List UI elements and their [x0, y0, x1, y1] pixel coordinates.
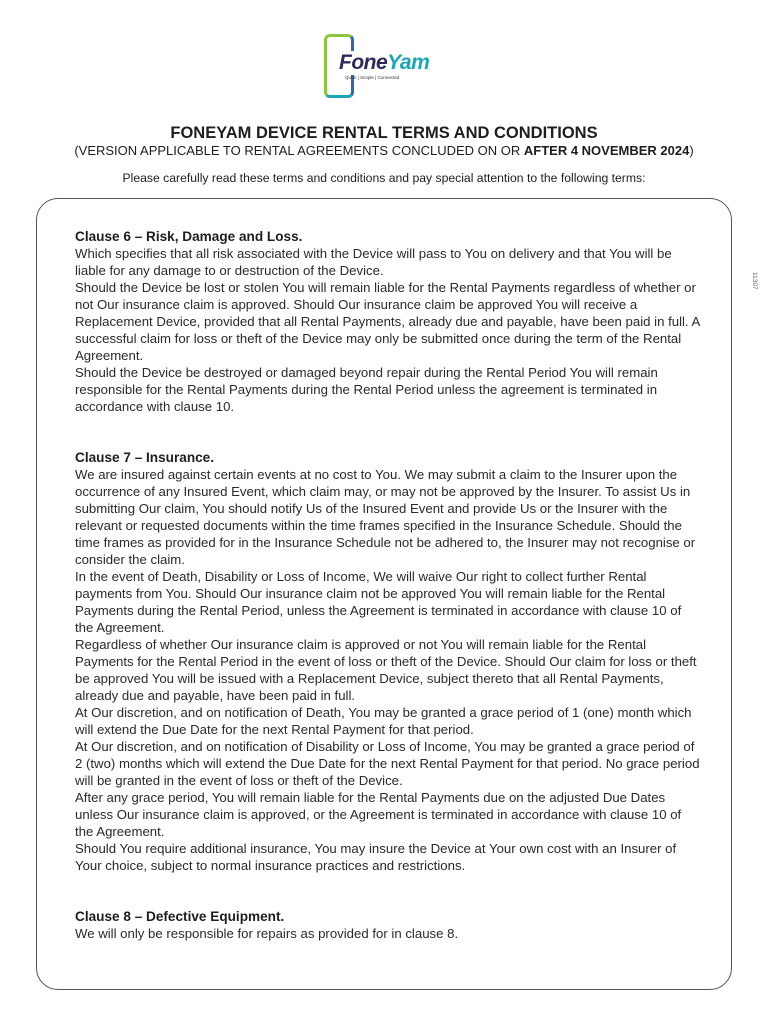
clause-paragraph: Should the Device be destroyed or damaged beyond repair during the Rental Period You will remain responsible for the Rental Payments during the Rental Period unless the agreement is terminated in accordance with clause 10. — [75, 365, 658, 414]
brand-tagline: Quick | Simple | Connected — [345, 75, 400, 80]
clause-paragraph: Should the Device be lost or stolen You will remain liable for the Rental Payments regardless of whether or not Our insurance claim is approved. Should Our insurance claim be approved You will receive a Replacement Device, provided that all Rental Payments, already due and payable, have been paid in full. A successful claim for loss or theft of the Device may only be submitted once during the term of the Rental Agreement. — [75, 280, 700, 363]
clause-6 — [75, 228, 703, 415]
foneyam-logo — [324, 34, 440, 100]
clause-paragraph: Regardless of whether Our insurance claim is approved or not You will remain liable for the Rental Payments for the Rental Period in the event of loss or theft of the Device. Should Our claim for loss or theft be approved You will be issued with a Replacement Device, subject thereto that all Rental Payments, already due and payable, have been paid in full. — [75, 637, 697, 703]
clause-8 — [75, 908, 703, 942]
clause-paragraph: In the event of Death, Disability or Loss of Income, We will waive Our right to collect further Rental payments from You. Should Our insurance claim not be approved You will remain liable for the Rental Payments during the Rental Period, unless the Agreement is terminated in accordance with clause 10 of the Agreement. — [75, 569, 682, 635]
brand-name-part1: Fone — [339, 51, 388, 74]
clause-paragraph: We will only be responsible for repairs as provided for in clause 8. — [75, 926, 459, 941]
clause-paragraph: Which specifies that all risk associated with the Device will pass to You on delivery and that You will be liable for any damage to or destruction of the Device. — [75, 246, 672, 278]
document-subtitle — [0, 142, 768, 160]
clause-paragraph: After any grace period, You will remain liable for the Rental Payments due on the adjusted Due Dates unless Our insurance claim is approved, or the Agreement is terminated in accordance with clause 10 of the Agreement. — [75, 790, 682, 839]
document-title: FONEYAM DEVICE RENTAL TERMS AND CONDITIONS — [170, 124, 598, 142]
intro-text: Please carefully read these terms and conditions and pay special attention to the following terms: — [122, 171, 646, 185]
clause-heading: Clause 7 – Insurance. — [75, 450, 215, 465]
side-reference-code: 11307 — [751, 272, 758, 290]
clause-7 — [75, 449, 703, 874]
clause-paragraph: At Our discretion, and on notification of Death, You may be granted a grace period of 1 (one) month which will extend the Due Date for the next Rental Payment for that period. — [75, 705, 692, 737]
brand-name-part2: Yam — [387, 51, 430, 74]
clauses-container — [75, 228, 703, 942]
clause-paragraph: We are insured against certain events at no cost to You. We may submit a claim to the Insurer upon the occurrence of any Insured Event, which claim may, or may not be approved by the Insurer. To assist Us in submitting Our claim, You should notify Us of the Insured Event and provide Us or the Insurer with the relevant or requested documents within the time frames specified in the Insurance Schedule. Should the time frames as provided for in the Insurance Schedule not be adhered to, the Insurer may not recognise or consider the claim. — [75, 467, 696, 567]
clause-paragraph: Should You require additional insurance, You may insure the Device at Your own cost with an Insurer of Your choice, subject to normal insurance practices and restrictions. — [75, 841, 677, 873]
clause-heading: Clause 6 – Risk, Damage and Loss. — [75, 229, 303, 244]
subtitle-open: (VERSION APPLICABLE TO RENTAL AGREEMENTS CONCLUDED ON OR — [74, 143, 524, 158]
subtitle-date: AFTER 4 NOVEMBER 2024 — [523, 143, 690, 158]
brand-name — [337, 51, 431, 75]
clause-paragraph: At Our discretion, and on notification of Disability or Loss of Income, You may be granted a grace period of 2 (two) months which will extend the Due Date for the next Rental Payment for that period. No grace period will be granted in the event of loss or theft of the Device. — [75, 739, 700, 788]
subtitle-close: ) — [689, 143, 694, 158]
clause-heading: Clause 8 – Defective Equipment. — [75, 909, 285, 924]
